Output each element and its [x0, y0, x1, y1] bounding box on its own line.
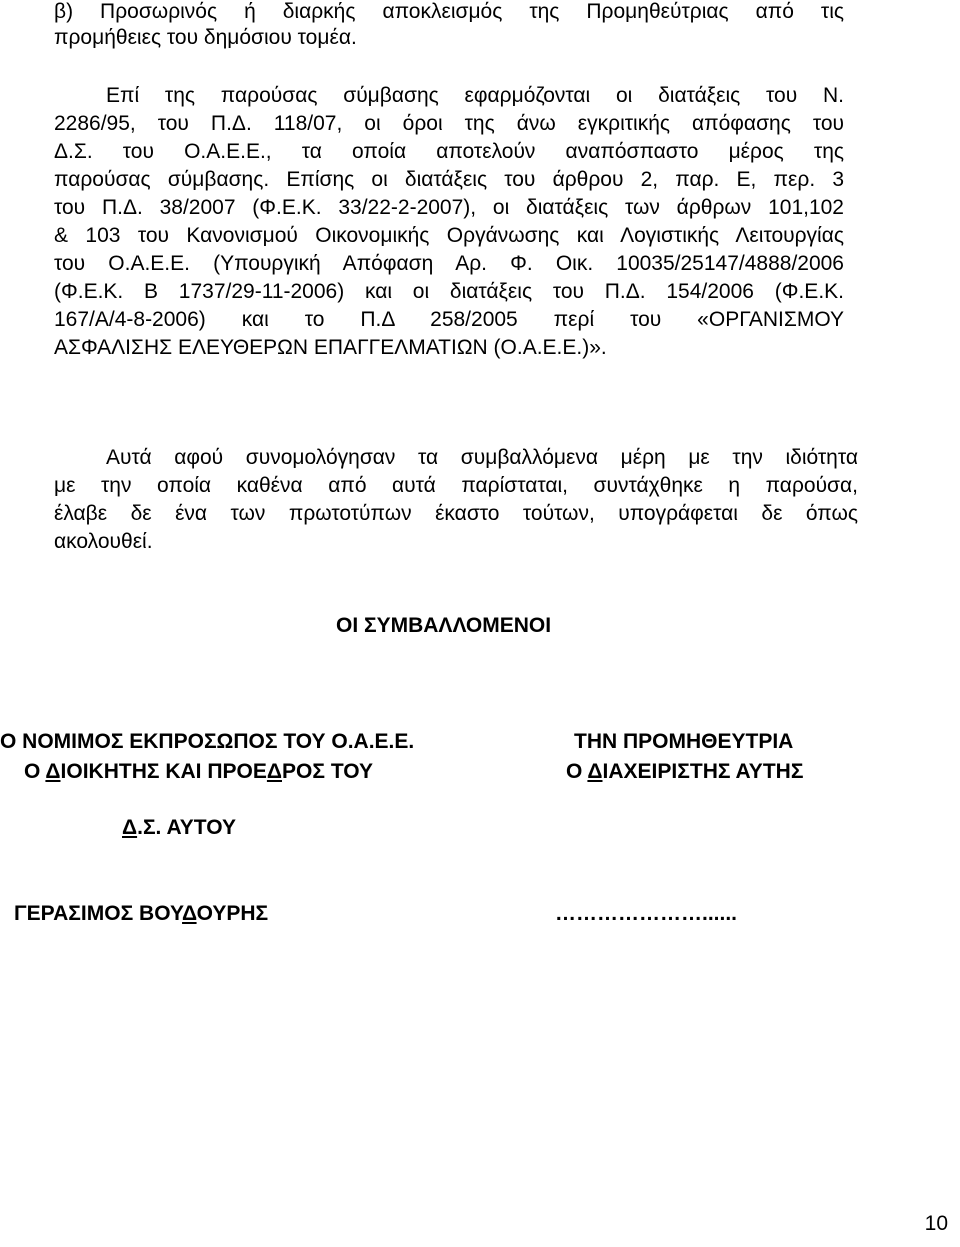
para2-line-2: 2286/95, του Π.Δ. 118/07, οι όροι της άνω εγκριτικής απόφασης του — [54, 112, 844, 135]
right-party-signature-line: …………………...... — [555, 902, 738, 925]
left-party-title-2: Ο ΔΙΟΙΚΗΤΗΣ ΚΑΙ ΠΡΟΕΔΡΟΣ ΤΟΥ — [24, 760, 374, 783]
page-number: 10 — [924, 1212, 948, 1235]
para2-line-4: παρούσας σύμβασης. Επίσης οι διατάξεις του άρθρου 2, παρ. Ε, περ. 3 — [54, 168, 844, 191]
para2-line-8: (Φ.Ε.Κ. Β 1737/29-11-2006) και οι διατάξεις του Π.Δ. 154/2006 (Φ.Ε.Κ. — [54, 280, 844, 303]
para3-line-3: έλαβε δε ένα των πρωτοτύπων έκαστο τούτων, υπογράφεται δε όπως — [54, 502, 858, 525]
para1-line-1: β) Προσωρινός ή διαρκής αποκλεισμός της Προμηθεύτριας από τις — [54, 0, 844, 23]
para3-line-4: ακολουθεί. — [54, 530, 153, 553]
signatories-heading: ΟΙ ΣΥΜΒΑΛΛΟΜΕΝΟΙ — [336, 614, 552, 637]
left-party-name: ΓΕΡΑΣΙΜΟΣ ΒΟΥΔΟΥΡΗΣ — [14, 902, 269, 925]
left-party-title-1: Ο ΝΟΜΙΜΟΣ ΕΚΠΡΟΣΩΠΟΣ ΤΟΥ Ο.Α.Ε.Ε. — [0, 730, 415, 753]
para2-line-3: Δ.Σ. του Ο.Α.Ε.Ε., τα οποία αποτελούν αναπόσπαστο μέρος της — [54, 140, 844, 163]
right-party-title-1: ΤΗΝ ΠΡΟΜΗΘΕΥΤΡΙΑ — [574, 730, 794, 753]
para2-line-5: του Π.Δ. 38/2007 (Φ.Ε.Κ. 33/22-2-2007), οι διατάξεις των άρθρων 101,102 — [54, 196, 844, 219]
para2-line-9: 167/Α/4-8-2006) και το Π.Δ 258/2005 περί του «ΟΡΓΑΝΙΣΜΟΥ — [54, 308, 844, 331]
para1-line-2: προμήθειες του δημόσιου τομέα. — [54, 26, 357, 49]
para3-line-1: Αυτά αφού συνομολόγησαν τα συμβαλλόμενα μέρη με την ιδιότητα — [106, 446, 858, 469]
para2-line-6: & 103 του Κανονισμού Οικονομικής Οργάνωσης και Λογιστικής Λειτουργίας — [54, 224, 844, 247]
para2-line-7: του Ο.Α.Ε.Ε. (Υπουργική Απόφαση Αρ. Φ. Οικ. 10035/25147/4888/2006 — [54, 252, 844, 275]
left-party-title-3: Δ.Σ. ΑΥΤΟΥ — [122, 816, 236, 839]
right-party-title-2: Ο ΔΙΑΧΕΙΡΙΣΤΗΣ ΑΥΤΗΣ — [566, 760, 804, 783]
para3-line-2: με την οποία καθένα από αυτά παρίσταται, συντάχθηκε η παρούσα, — [54, 474, 858, 497]
para2-line-10: ΑΣΦΑΛΙΣΗΣ ΕΛΕΥΘΕΡΩΝ ΕΠΑΓΓΕΛΜΑΤΙΩΝ (Ο.Α.Ε.Ε.)». — [54, 336, 607, 359]
para2-line-1: Επί της παρούσας σύμβασης εφαρμόζονται οι διατάξεις του Ν. — [106, 84, 844, 107]
